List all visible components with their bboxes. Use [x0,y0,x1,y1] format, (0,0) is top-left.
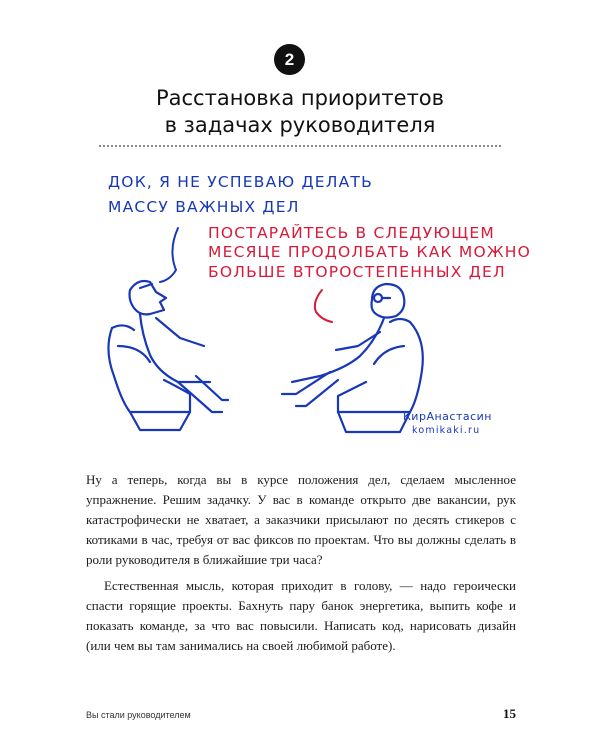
page-number: 15 [503,706,516,721]
dotted-divider [99,145,501,147]
paragraph-2: Естественная мысль, которая приходит в голову, — надо героически спасти горящие проекты. Бахнуть пару банок энергетика, выпить кофе и показать команде, за что вас повысили. Написать код, нарисовать дизайн (или чем вы там занимались на своей любимой работе). [86,578,516,653]
body-text [86,470,516,662]
chapter-number-badge [274,44,305,75]
patient-figure [108,281,228,430]
artist-signature: КирАнастасин [403,410,492,423]
chapter-title [0,85,600,139]
right-speech-line-3: больше второстепенных дел [208,263,506,281]
chapter-title-line-2: в задачах руководителя [164,113,436,137]
left-speech-tail [160,228,178,282]
artist-website: komikaki.ru [412,425,481,436]
left-speech-line-1: Док, я не успеваю делать [108,173,373,191]
left-speech-line-2: массу важных дел [108,198,300,216]
cartoon-svg [0,150,600,450]
cartoon-illustration [0,150,600,450]
right-speech-line-2: месяце продолбать как можно [208,243,532,261]
chapter-number: 2 [284,49,295,69]
paragraph-1: Ну а теперь, когда вы в курсе положения дел, сделаем мысленное упражнение. Решим задачку. У вас в команде открыто две вакансии, рук катастрофически не хватает, а заказчики присылают по десять стикеров с котиками в час, требуя от вас фиксов по проектам. Что вы должны сделать в роли руководителя в ближайшие три часа? [86,472,516,567]
chapter-title-line-1: Расстановка приоритетов [155,86,445,110]
right-speech-line-1: Постарайтесь в следующем [208,224,495,242]
footer-book-title: Вы стали руководителем [86,710,191,720]
right-speech-tail [315,290,332,322]
doctor-figure [282,284,423,432]
